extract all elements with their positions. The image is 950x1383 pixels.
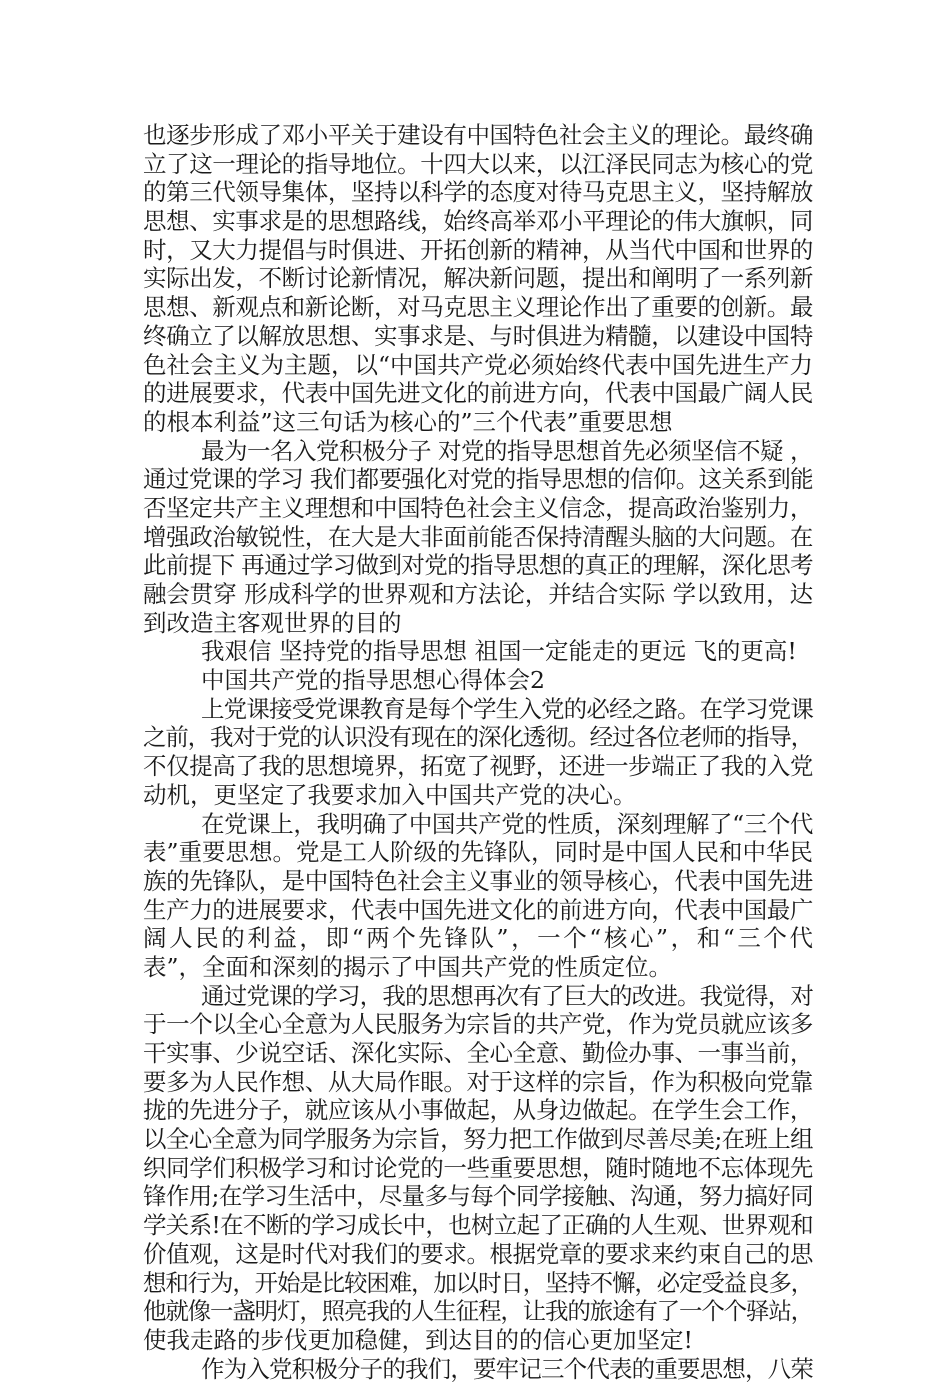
text-line: 在党课上，我明确了中国共产党的性质，深刻理解了“三个代 — [201, 809, 813, 838]
text-line: 融会贯穿 形成科学的世界观和方法论，并结合实际 学以致用，达 — [143, 580, 813, 608]
text-line: 上党课接受党课教育是每个学生入党的必经之路。在学习党课 — [201, 694, 813, 723]
text-line: 动机，更坚定了我要求加入中国共产党的决心。 — [143, 780, 637, 809]
text-line: 通过党课的学习 我们都要强化对党的指导思想的信仰。这关系到能 — [143, 465, 813, 494]
text-line: 中国共产党的指导思想心得体会2 — [201, 666, 545, 695]
text-line: 以全心全意为同学服务为宗旨，努力把工作做到尽善尽美;在班上组 — [143, 1125, 813, 1154]
text-line: 色社会主义为主题，以“中国共产党必须始终代表中国先进生产力 — [143, 350, 813, 379]
text-line: 此前提下 再通过学习做到对党的指导思想的真正的理解，深化思考 — [143, 551, 813, 580]
text-line: 生产力的进展要求，代表中国先进文化的前进方向，代表中国最广 — [143, 895, 813, 924]
text-line: 使我走路的步伐更加稳健，到达目的的信心更加坚定! — [143, 1325, 693, 1354]
document-body — [143, 121, 813, 1383]
text-line: 阔人民的利益，即“两个先锋队”，一个“核心”，和“三个代 — [143, 924, 813, 953]
text-line: 要多为人民作想、从大局作眼。对于这样的宗旨，作为积极向党靠 — [143, 1067, 813, 1096]
text-line: 想和行为，开始是比较困难，加以时日，坚持不懈，必定受益良多， — [143, 1268, 813, 1297]
text-line: 思想、实事求是的思想路线，始终高举邓小平理论的伟大旗帜，同 — [143, 207, 813, 236]
text-line: 表”重要思想。党是工人阶级的先锋队，同时是中国人民和中华民 — [143, 838, 813, 867]
text-line: 价值观，这是时代对我们的要求。根据党章的要求来约束自己的思 — [143, 1239, 813, 1268]
text-line: 思想、新观点和新论断，对马克思主义理论作出了重要的创新。最 — [143, 293, 813, 322]
text-line: 增强政治敏锐性，在大是大非面前能否保持清醒头脑的大问题。在 — [143, 522, 813, 551]
text-line: 最为一名入党积极分子 对党的指导思想首先必须坚信不疑 ， — [201, 436, 813, 465]
text-line: 织同学们积极学习和讨论党的一些重要思想，随时随地不忘体现先 — [143, 1153, 813, 1182]
text-line: 之前，我对于党的认识没有现在的深化透彻。经过各位老师的指导， — [143, 723, 813, 752]
text-line: 干实事、少说空话、深化实际、全心全意、勤俭办事、一事当前， — [143, 1039, 813, 1067]
text-line: 学关系!在不断的学习成长中，也树立起了正确的人生观、世界观和 — [143, 1211, 813, 1240]
text-line: 不仅提高了我的思想境界，拓宽了视野，还进一步端正了我的入党 — [143, 752, 813, 781]
text-line: 他就像一盏明灯，照亮我的人生征程，让我的旅途有了一个个驿站， — [143, 1297, 813, 1326]
text-line: 也逐步形成了邓小平关于建设有中国特色社会主义的理论。最终确 — [143, 121, 813, 149]
text-line: 实际出发，不断讨论新情况，解决新问题，提出和阐明了一系列新 — [143, 264, 813, 293]
text-line: 否坚定共产主义理想和中国特色社会主义信念，提高政治鉴别力， — [143, 493, 813, 522]
text-line: 立了这一理论的指导地位。十四大以来，以江泽民同志为核心的党 — [143, 149, 813, 178]
text-line: 的第三代领导集体，坚持以科学的态度对待马克思主义，坚持解放 — [143, 178, 813, 207]
text-line: 的根本利益”这三句话为核心的”三个代表”重要思想 — [143, 407, 673, 436]
text-line: 表”，全面和深刻的揭示了中国共产党的性质定位。 — [143, 952, 673, 981]
text-line: 我艰信 坚持党的指导思想 祖国一定能走的更远 飞的更高! — [201, 637, 797, 666]
text-line: 族的先锋队，是中国特色社会主义事业的领导核心，代表中国先进 — [143, 866, 813, 895]
text-line: 于一个以全心全意为人民服务为宗旨的共产党，作为党员就应该多 — [143, 1010, 813, 1039]
text-line: 到改造主客观世界的目的 — [143, 608, 402, 637]
text-line: 锋作用;在学习生活中，尽量多与每个同学接触、沟通，努力搞好同 — [143, 1182, 813, 1211]
text-line: 通过党课的学习，我的思想再次有了巨大的改进。我觉得，对 — [201, 981, 813, 1010]
text-line: 拢的先进分子，就应该从小事做起，从身边做起。在学生会工作， — [143, 1096, 813, 1125]
text-line: 时，又大力提倡与时俱进、开拓创新的精神，从当代中国和世界的 — [143, 235, 813, 264]
text-line: 作为入党积极分子的我们，要牢记三个代表的重要思想，八荣 — [201, 1354, 813, 1383]
text-line: 的进展要求，代表中国先进文化的前进方向，代表中国最广阔人民 — [143, 379, 813, 408]
text-line: 终确立了以解放思想、实事求是、与时俱进为精髓，以建设中国特 — [143, 321, 813, 350]
